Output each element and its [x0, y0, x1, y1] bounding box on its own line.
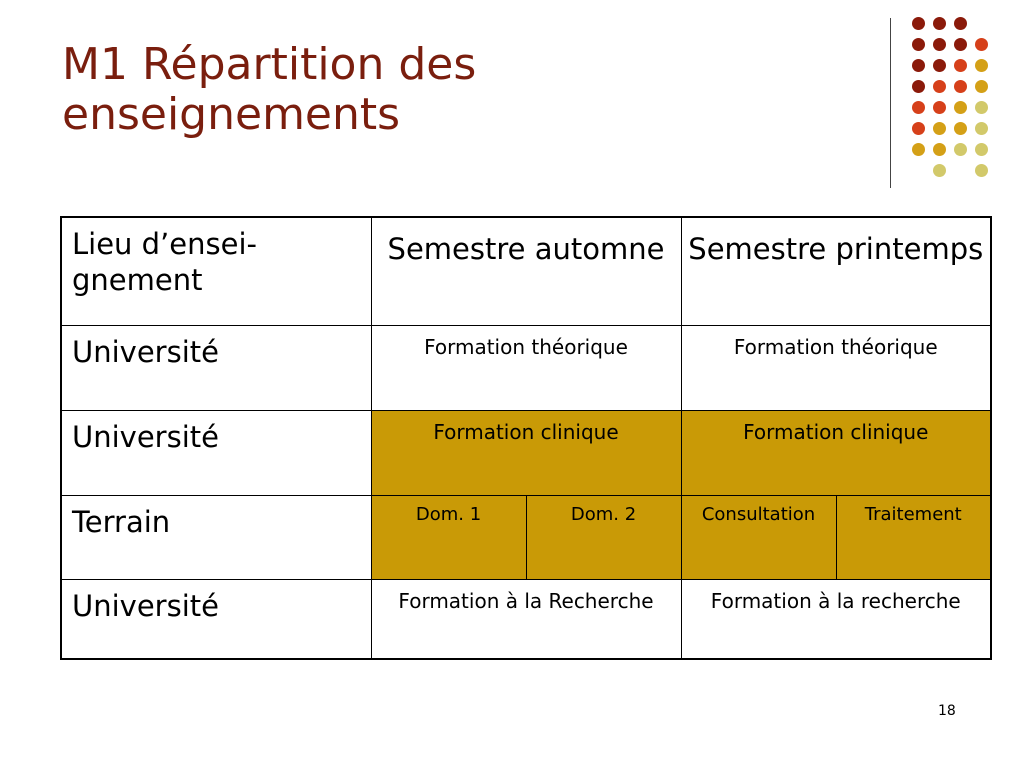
decorative-dot — [933, 38, 946, 51]
cell-traitement: Traitement — [836, 495, 991, 579]
decorative-dot — [933, 80, 946, 93]
row-lieu: Université — [61, 579, 371, 659]
decorative-dot — [954, 101, 967, 114]
decorative-dot — [975, 59, 988, 72]
cell-consultation: Consultation — [681, 495, 836, 579]
decorative-dot — [975, 122, 988, 135]
cell-automne: Formation à la Recherche — [371, 579, 681, 659]
decorative-dot — [975, 101, 988, 114]
decorative-dot — [912, 122, 925, 135]
decorative-dot — [954, 143, 967, 156]
decorative-dot — [954, 17, 967, 30]
decorative-dot — [933, 101, 946, 114]
decorative-dot — [975, 143, 988, 156]
decorative-dot — [954, 80, 967, 93]
cell-dom-1: Dom. 1 — [371, 495, 526, 579]
decorative-dot — [975, 80, 988, 93]
table-row — [61, 579, 991, 659]
teaching-table — [60, 216, 992, 660]
header-lieu: Lieu d’ensei-gnement — [61, 217, 371, 325]
title-line-1: M1 Répartition des — [62, 39, 477, 90]
slide-title — [62, 40, 762, 140]
row-lieu: Université — [61, 410, 371, 495]
decorative-dot — [933, 143, 946, 156]
decorative-divider — [890, 18, 891, 188]
row-lieu: Terrain — [61, 495, 371, 579]
cell-printemps: Formation à la recherche — [681, 579, 991, 659]
table-row — [61, 325, 991, 410]
decorative-dot — [912, 143, 925, 156]
decorative-dot — [912, 17, 925, 30]
decorative-dot — [975, 164, 988, 177]
cell-dom-2: Dom. 2 — [526, 495, 681, 579]
cell-printemps: Formation théorique — [681, 325, 991, 410]
decorative-dot — [912, 59, 925, 72]
header-semestre-automne: Semestre automne — [371, 217, 681, 325]
decorative-dot — [933, 164, 946, 177]
table-row — [61, 410, 991, 495]
decorative-dot — [933, 17, 946, 30]
decorative-dot — [912, 38, 925, 51]
table-header-row — [61, 217, 991, 325]
decorative-dot — [933, 122, 946, 135]
decorative-dot — [954, 38, 967, 51]
cell-printemps: Formation clinique — [681, 410, 991, 495]
header-semestre-printemps: Semestre printemps — [681, 217, 991, 325]
row-lieu: Université — [61, 325, 371, 410]
cell-automne: Formation clinique — [371, 410, 681, 495]
decorative-dot — [912, 80, 925, 93]
decorative-dot — [912, 101, 925, 114]
title-line-2: enseignements — [62, 89, 401, 140]
decorative-dot — [954, 59, 967, 72]
cell-automne: Formation théorique — [371, 325, 681, 410]
decorative-dot — [975, 38, 988, 51]
table-row — [61, 495, 991, 579]
decorative-dot — [933, 59, 946, 72]
page-number: 18 — [938, 703, 956, 719]
decorative-dot — [954, 122, 967, 135]
